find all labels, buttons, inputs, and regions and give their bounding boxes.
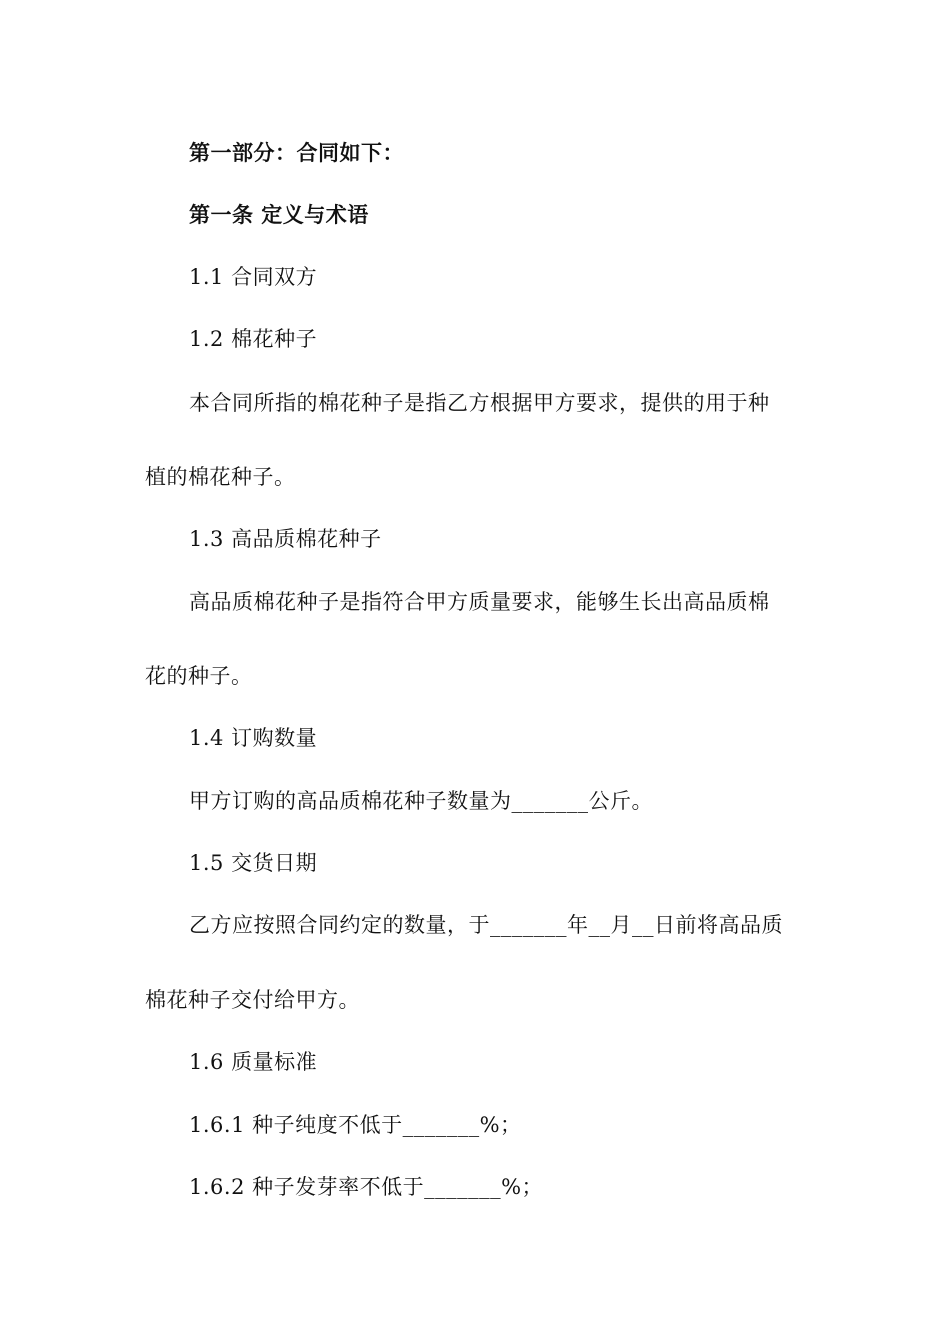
section-1-4-body: 甲方订购的高品质棉花种子数量为_______公斤。	[189, 789, 653, 813]
section-1-4-heading: 1.4 订购数量	[189, 726, 318, 750]
section-1-2-body-line-1: 本合同所指的棉花种子是指乙方根据甲方要求，提供的用于种	[189, 391, 770, 415]
section-1-5-heading: 1.5 交货日期	[189, 851, 318, 875]
section-1-6-2: 1.6.2 种子发芽率不低于_______%；	[189, 1175, 544, 1199]
section-1-3-heading: 1.3 高品质棉花种子	[189, 527, 382, 551]
article-heading: 第一条 定义与术语	[189, 203, 369, 227]
section-1-3-body-line-1: 高品质棉花种子是指符合甲方质量要求，能够生长出高品质棉	[189, 590, 770, 614]
section-1-3-body-line-2: 花的种子。	[145, 664, 253, 688]
section-1-2-body-line-2: 植的棉花种子。	[145, 465, 296, 489]
section-1-2-heading: 1.2 棉花种子	[189, 327, 318, 351]
section-1-6-heading: 1.6 质量标准	[189, 1050, 318, 1074]
part-heading: 第一部分：合同如下：	[189, 141, 404, 165]
section-1-5-body-line-1: 乙方应按照合同约定的数量，于_______年__月__日前将高品质	[189, 913, 783, 937]
section-1-1-heading: 1.1 合同双方	[189, 265, 318, 289]
section-1-6-1: 1.6.1 种子纯度不低于_______%；	[189, 1113, 522, 1137]
section-1-5-body-line-2: 棉花种子交付给甲方。	[145, 988, 360, 1012]
